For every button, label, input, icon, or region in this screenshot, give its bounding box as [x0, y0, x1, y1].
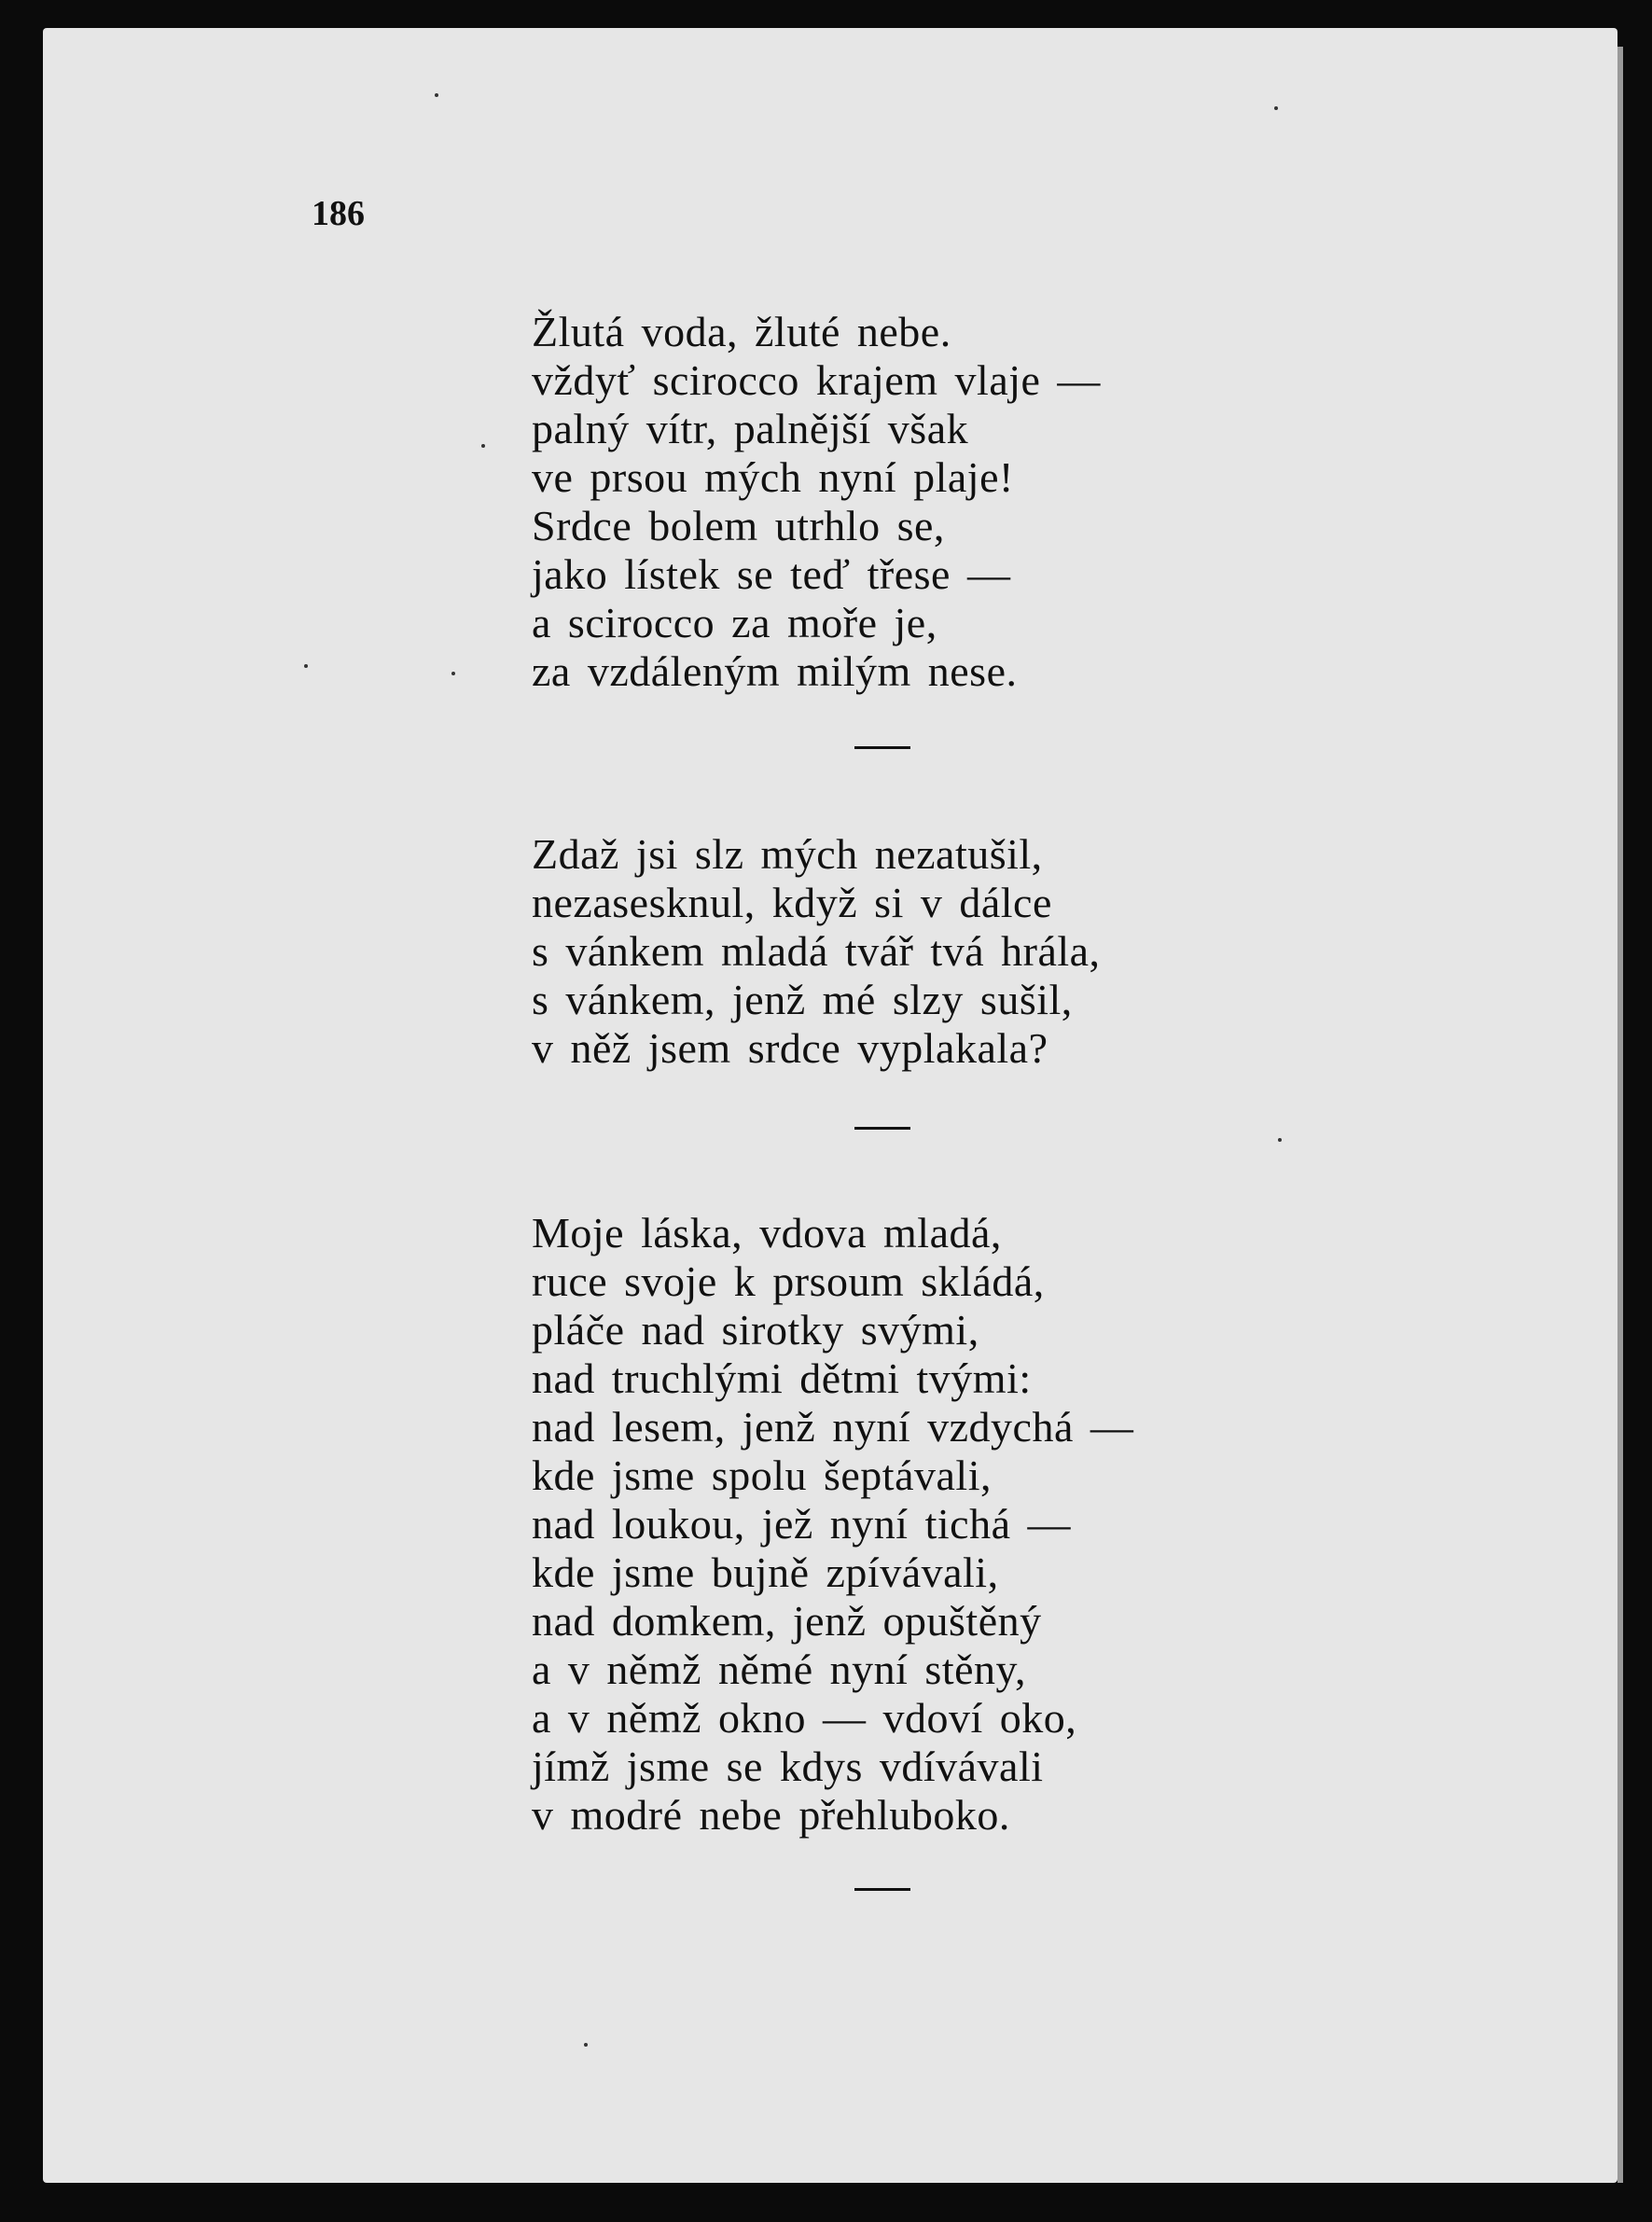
poem-line: jímž jsme se kdys vdívávali — [532, 1743, 1044, 1790]
poem-line: a v němž němé nyní stěny, — [532, 1646, 1027, 1693]
page-speck — [451, 672, 455, 675]
poem-line: ruce svoje k prsoum skládá, — [532, 1257, 1045, 1305]
page-speck — [481, 444, 485, 448]
page-speck — [584, 2043, 588, 2047]
poem-line: jako lístek se teď třese — — [532, 550, 1011, 598]
poem-line: a v němž okno — vdoví oko, — [532, 1694, 1077, 1742]
book-page — [43, 28, 1617, 2183]
poem-line: v něž jsem srdce vyplakala? — [532, 1024, 1048, 1072]
poem-line: kde jsme spolu šeptávali, — [532, 1451, 992, 1499]
poem-line: pláče nad sirotky svými, — [532, 1306, 979, 1354]
poem-line: a scirocco za moře je, — [532, 599, 937, 646]
poem-line: Žlutá voda, žluté nebe. — [532, 308, 951, 355]
poem-line: vždyť scirocco krajem vlaje — — [532, 356, 1101, 404]
stanza-divider — [854, 1888, 910, 1891]
poem-stanza-3 — [532, 1209, 1133, 1840]
poem-line: kde jsme bujně zpívávali, — [532, 1548, 999, 1596]
poem-line: s vánkem, jenž mé slzy sušil, — [532, 976, 1073, 1023]
page-speck — [304, 664, 308, 668]
poem-line: ve prsou mých nyní plaje! — [532, 453, 1014, 501]
poem-line: nezasesknul, když si v dálce — [532, 879, 1052, 926]
poem-line: palný vítr, palnější však — [532, 405, 969, 452]
poem-line: v modré nebe přehluboko. — [532, 1791, 1010, 1839]
poem-line: Zdaž jsi slz mých nezatušil, — [532, 830, 1043, 878]
poem-stanza-2 — [532, 830, 1101, 1073]
page-speck — [435, 93, 438, 97]
poem-line: nad lesem, jenž nyní vzdychá — — [532, 1403, 1134, 1451]
poem-stanza-1 — [532, 308, 1101, 696]
poem-line: nad loukou, jež nyní tichá — — [532, 1500, 1071, 1548]
page-speck — [1274, 106, 1278, 110]
stanza-divider — [854, 746, 910, 749]
poem-line: s vánkem mladá tvář tvá hrála, — [532, 927, 1101, 975]
poem-line: nad domkem, jenž opuštěný — [532, 1597, 1042, 1645]
page-speck — [1278, 1138, 1282, 1142]
poem-line: za vzdáleným milým nese. — [532, 647, 1018, 695]
stanza-divider — [854, 1127, 910, 1130]
poem-line: Moje láska, vdova mladá, — [532, 1209, 1002, 1257]
poem-line: Srdce bolem utrhlo se, — [532, 502, 945, 549]
page-number: 186 — [312, 194, 365, 233]
poem-line: nad truchlými dětmi tvými: — [532, 1354, 1032, 1402]
